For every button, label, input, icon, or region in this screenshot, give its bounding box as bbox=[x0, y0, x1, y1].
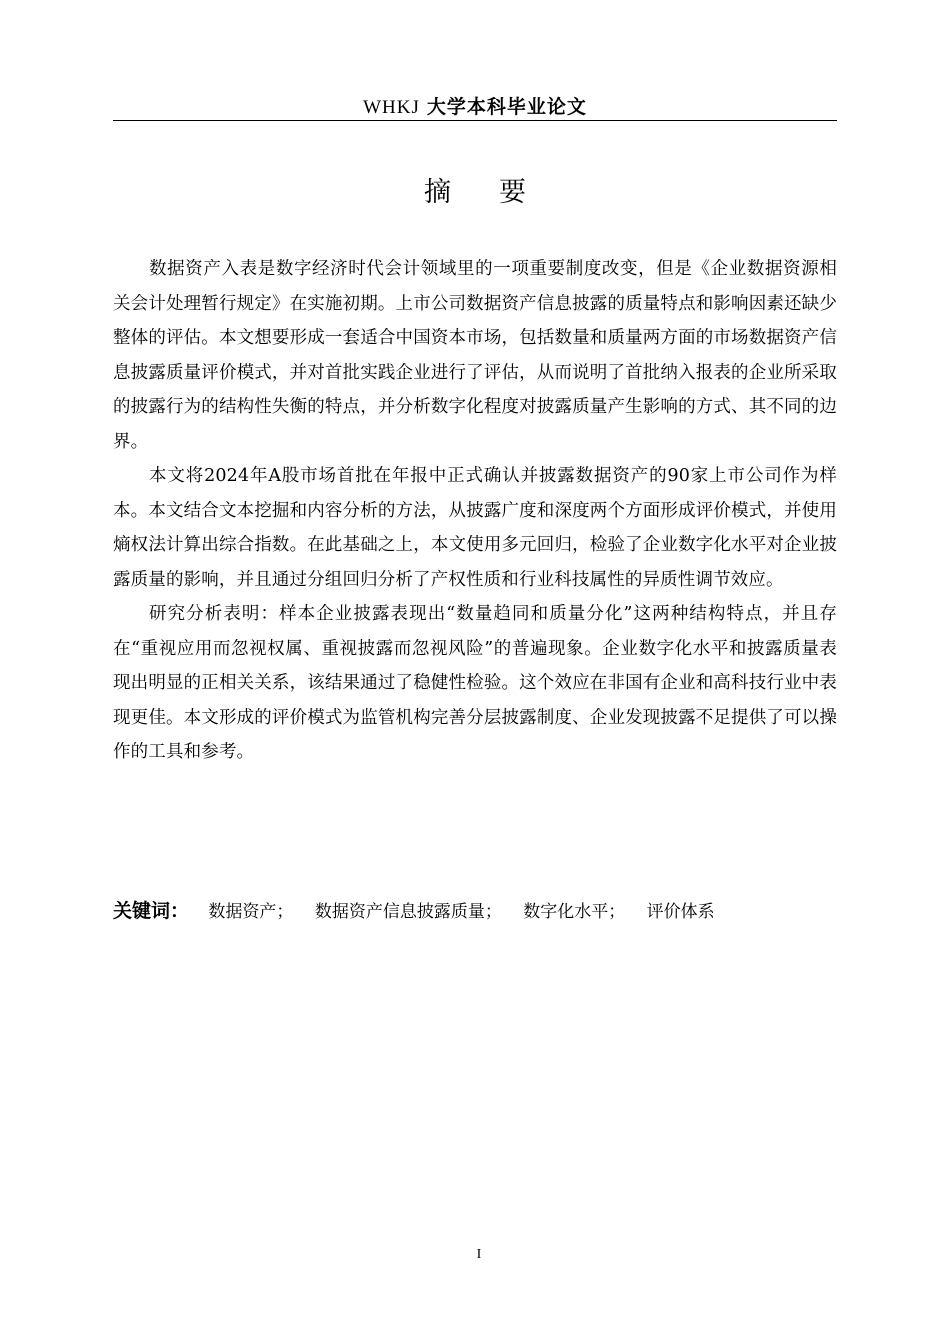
keywords-label: 关键词： bbox=[113, 900, 190, 922]
keywords-line bbox=[113, 896, 837, 927]
header-rule bbox=[113, 120, 837, 121]
abstract-body bbox=[113, 252, 837, 770]
header-institution-code: WHKJ bbox=[363, 97, 420, 118]
keyword-item: 评价体系 bbox=[646, 902, 715, 922]
keyword-item: 数据资产； bbox=[208, 902, 294, 922]
abstract-paragraph-3: 研究分析表明：样本企业披露表现出“数量趋同和质量分化”这两种结构特点，并且存在“重视应用而忽视权属、重视披露而忽视风险”的普遍现象。企业数字化水平和披露质量表现出明显的正相关关系，该结果通过了稳健性检验。这个效应在非国有企业和高科技行业中表现更佳。本文形成的评价模式为监管机构完善分层披露制度、企业发现披露不足提供了可以操作的工具和参考。 bbox=[113, 604, 837, 762]
keyword-item: 数字化水平； bbox=[523, 902, 626, 922]
keyword-item: 数据资产信息披露质量； bbox=[314, 902, 502, 922]
page-title: 摘要 bbox=[424, 177, 574, 208]
page-number: I bbox=[476, 1247, 482, 1262]
abstract-paragraph-2: 本文将2024年A股市场首批在年报中正式确认并披露数据资产的90家上市公司作为样本。本文结合文本挖掘和内容分析的方法，从披露广度和深度两个方面形成评价模式，并使用熵权法计算出综合指数。在此基础之上，本文使用多元回归，检验了企业数字化水平对企业披露质量的影响，并且通过分组回归分析了产权性质和行业科技属性的异质性调节效应。 bbox=[113, 466, 837, 590]
abstract-paragraph-1: 数据资产入表是数字经济时代会计领域里的一项重要制度改变，但是《企业数据资源相关会计处理暂行规定》在实施初期。上市公司数据资产信息披露的质量特点和影响因素还缺少整体的评估。本文想要形成一套适合中国资本市场，包括数量和质量两方面的市场数据资产信息披露质量评价模式，并对首批实践企业进行了评估，从而说明了首批纳入报表的企业所采取的披露行为的结构性失衡的特点，并分析数字化程度对披露质量产生影响的方式、其不同的边界。 bbox=[113, 259, 837, 452]
header-thesis-type: 大学本科毕业论文 bbox=[426, 96, 587, 118]
running-header bbox=[113, 95, 837, 120]
